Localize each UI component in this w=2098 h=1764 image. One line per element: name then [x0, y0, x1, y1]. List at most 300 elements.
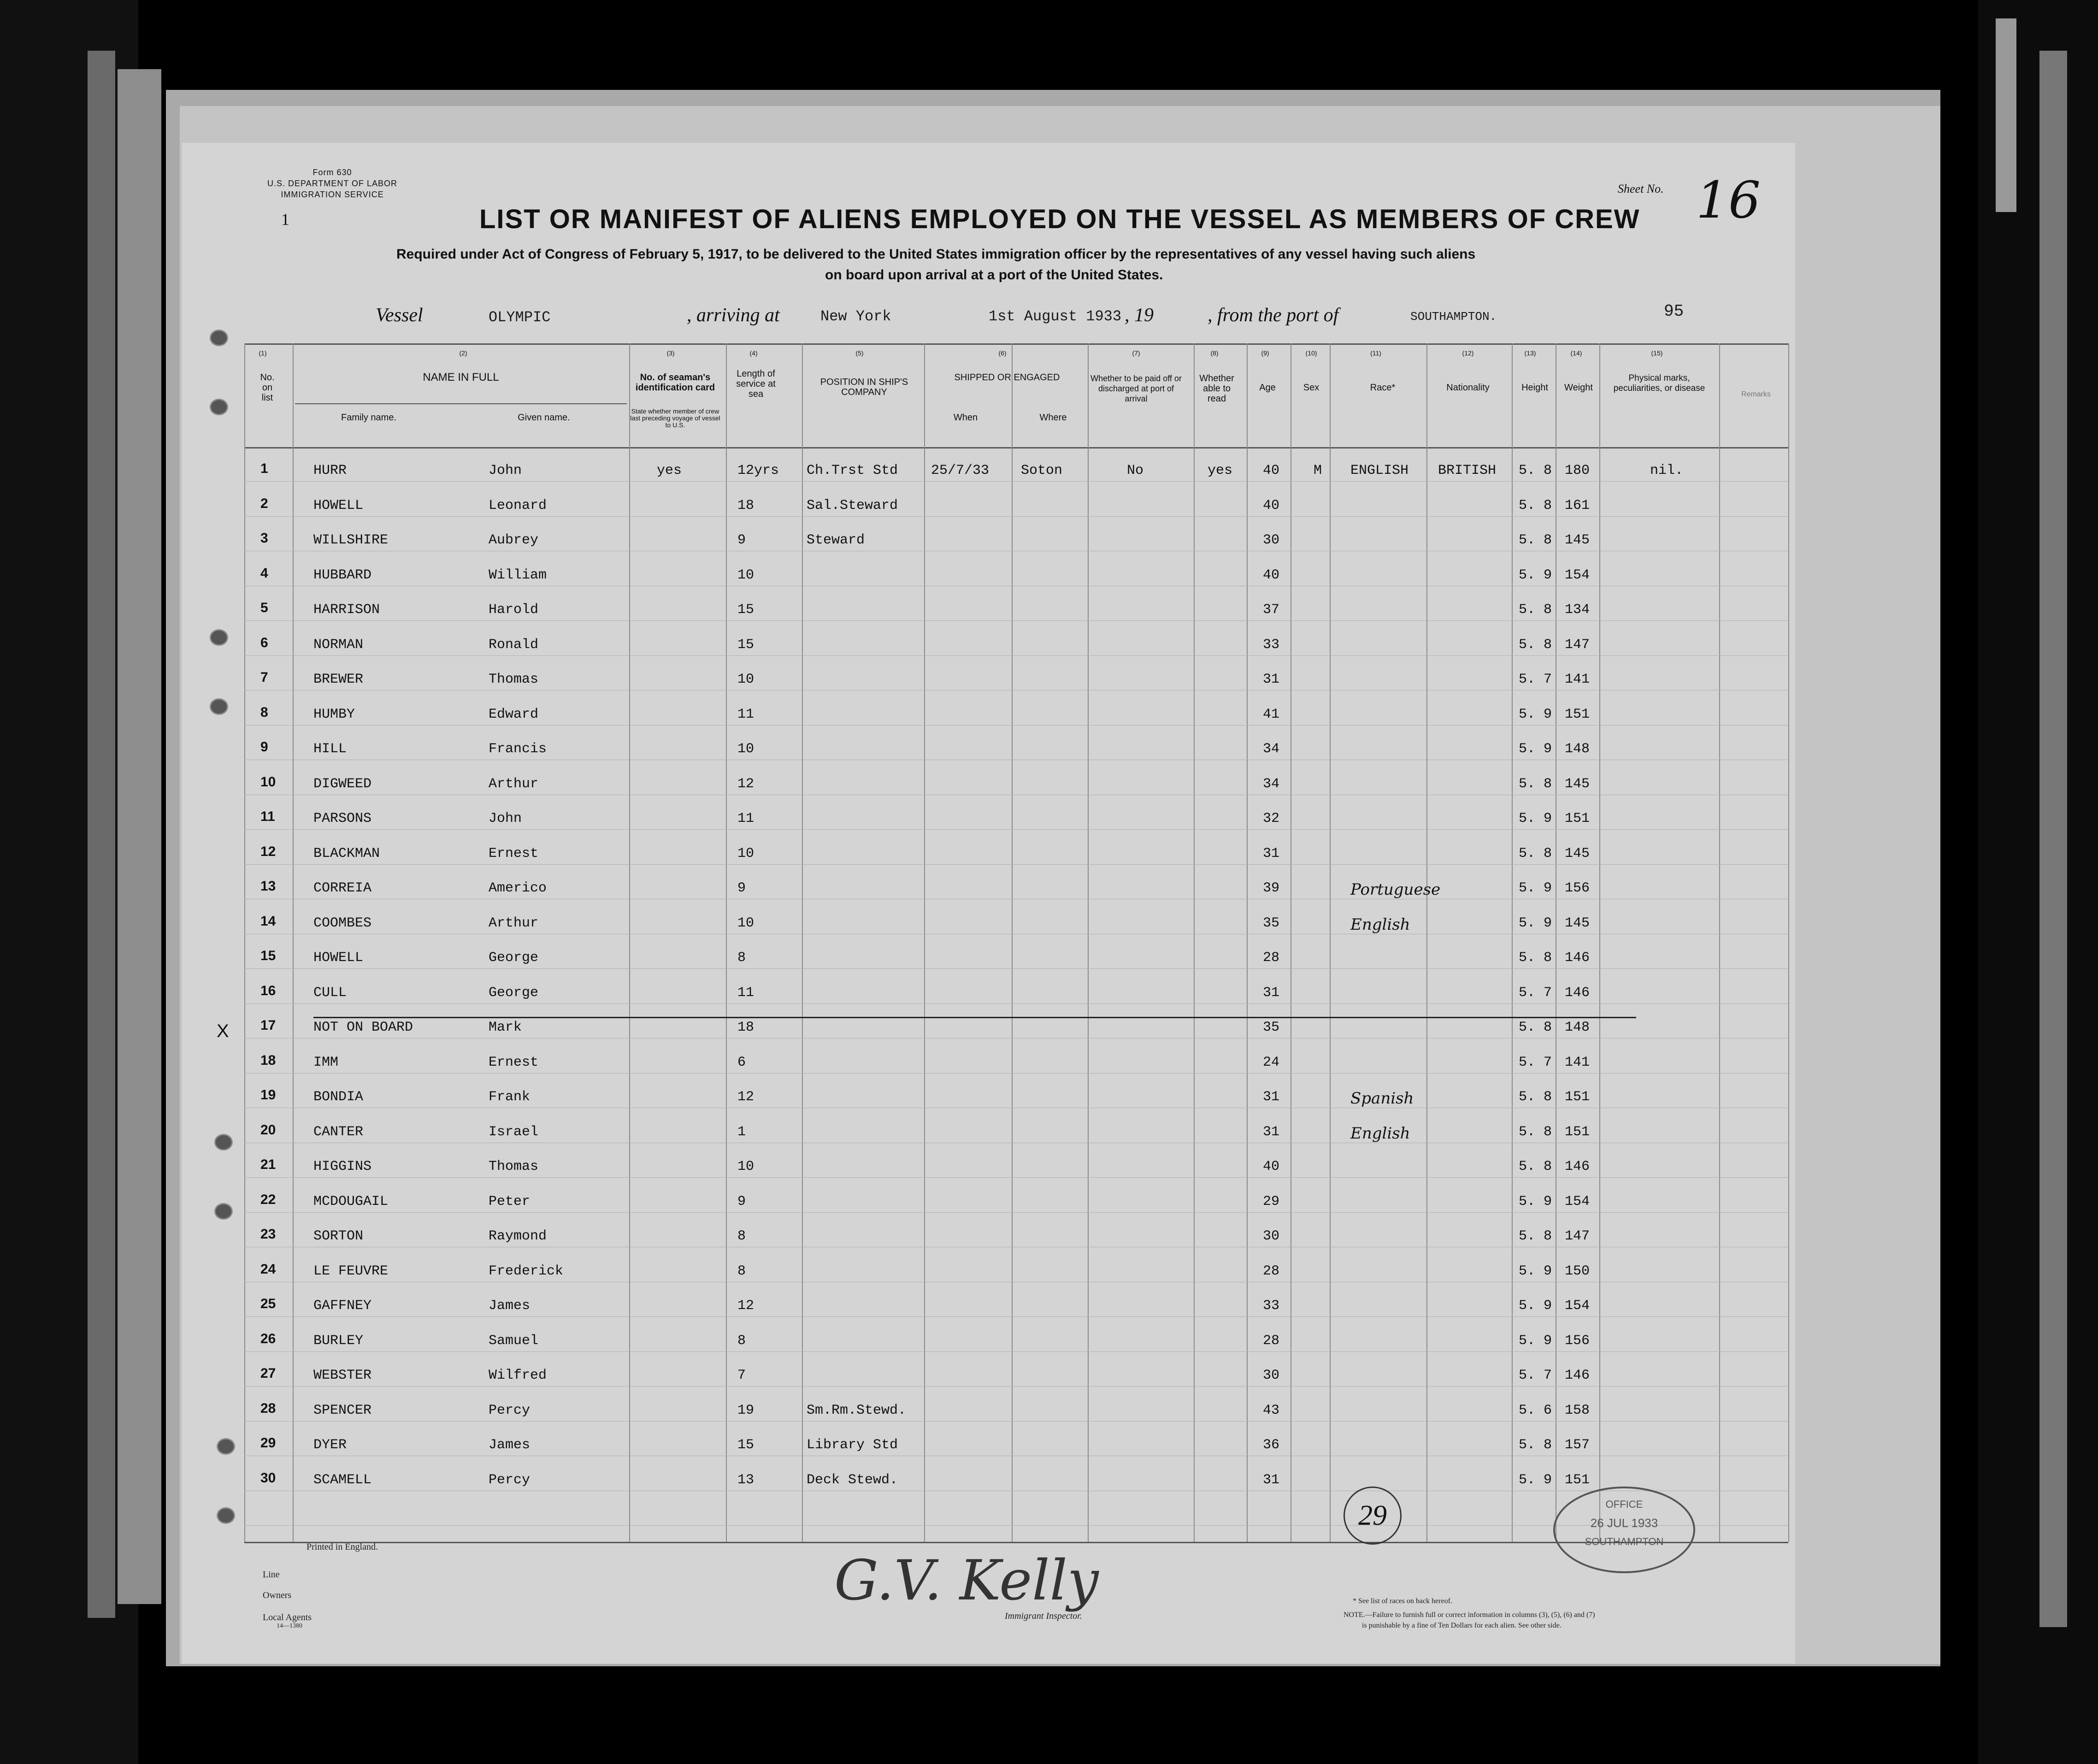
cell-weight: 145	[1565, 532, 1590, 548]
cell-service: 10	[737, 915, 754, 931]
agents-label: Local Agents	[263, 1612, 312, 1622]
column-rule	[1088, 343, 1089, 1542]
cell-family: BONDIA	[313, 1089, 364, 1105]
cell-sex: M	[1314, 463, 1322, 478]
row-rule	[244, 1421, 1788, 1422]
cell-family: HUBBARD	[313, 567, 372, 583]
cell-where: Soton	[1021, 463, 1063, 478]
cell-family: WILLSHIRE	[313, 532, 389, 548]
cell-height: 5. 8	[1519, 463, 1552, 478]
cell-age: 40	[1263, 1159, 1280, 1174]
cell-position: Steward	[807, 532, 865, 548]
remarks-header: Remarks	[1741, 390, 1771, 398]
row-number: 7	[260, 670, 268, 685]
column-rule	[293, 343, 294, 1542]
count-circle: 29	[1344, 1487, 1402, 1545]
cell-age: 40	[1263, 497, 1280, 513]
column-number: (8)	[1210, 349, 1219, 357]
when-header: When	[953, 413, 978, 423]
cell-family: LE FEUVRE	[313, 1263, 389, 1279]
cell-weight: 156	[1565, 880, 1590, 896]
column-rule	[802, 343, 803, 1542]
cell-race: Spanish	[1350, 1089, 1414, 1108]
row-number: 16	[260, 983, 276, 998]
column-rule	[1247, 343, 1248, 1542]
cell-service: 9	[737, 532, 746, 548]
cell-height: 5. 9	[1519, 706, 1552, 722]
column-rule	[1012, 343, 1013, 1542]
cell-weight: 145	[1565, 915, 1590, 931]
cell-family: HOWELL	[313, 950, 364, 966]
row-number: 23	[260, 1227, 276, 1242]
cell-age: 31	[1263, 1472, 1280, 1488]
row-number: 1	[260, 461, 268, 476]
cell-given: Israel	[489, 1124, 539, 1140]
cell-race: English	[1350, 1124, 1410, 1143]
cell-position: Ch.Trst Std	[807, 463, 898, 478]
cell-height: 5. 8	[1519, 1228, 1552, 1244]
arriving-label: , arriving at	[687, 305, 780, 326]
cell-family: BURLEY	[313, 1333, 364, 1349]
cell-family: NORMAN	[313, 637, 364, 653]
row-number: 21	[260, 1157, 276, 1172]
cell-service: 8	[737, 950, 746, 966]
cell-family: MCDOUGAIL	[313, 1193, 389, 1209]
cell-age: 30	[1263, 1228, 1280, 1244]
cell-given: Harold	[489, 602, 539, 618]
page-title: LIST OR MANIFEST OF ALIENS EMPLOYED ON THE VESSEL AS MEMBERS OF CREW	[479, 204, 1640, 234]
cell-height: 5. 6	[1519, 1402, 1552, 1418]
cell-given: Americo	[489, 880, 547, 896]
cell-weight: 146	[1565, 985, 1590, 1001]
cell-age: 33	[1263, 637, 1280, 653]
cell-height: 5. 8	[1519, 497, 1552, 513]
vessel-label: Vessel	[376, 305, 423, 326]
cell-given: James	[489, 1437, 530, 1453]
cell-given: John	[489, 463, 522, 478]
column-rule	[1194, 343, 1195, 1542]
row-number: 30	[260, 1470, 276, 1486]
column-number: (7)	[1132, 349, 1140, 357]
cell-weight: 158	[1565, 1402, 1590, 1418]
column-rule	[1719, 343, 1720, 1542]
row-number: 2	[260, 496, 268, 511]
row-number: 15	[260, 948, 276, 963]
cell-height: 5. 7	[1519, 985, 1552, 1001]
cell-family: HARRISON	[313, 602, 380, 618]
row-number: 3	[260, 531, 268, 546]
row-number: 17	[260, 1018, 276, 1033]
punch-hole	[217, 1438, 235, 1455]
cell-height: 5. 8	[1519, 1020, 1552, 1035]
page-edge	[2039, 51, 2067, 1627]
cell-family: COOMBES	[313, 915, 372, 931]
cell-service: 8	[737, 1333, 746, 1349]
sex-header: Sex	[1303, 383, 1320, 393]
cell-physical: nil.	[1650, 463, 1684, 478]
cell-given: Percy	[489, 1402, 530, 1418]
cell-weight: 148	[1565, 1020, 1590, 1035]
cell-height: 5. 9	[1519, 1298, 1552, 1314]
cell-height: 5. 8	[1519, 845, 1552, 861]
owners-label: Owners	[263, 1590, 292, 1600]
cell-age: 40	[1263, 567, 1280, 583]
stamp-line-3: SOUTHAMPTON	[1585, 1536, 1664, 1547]
cell-age: 34	[1263, 741, 1280, 757]
cell-height: 5. 8	[1519, 602, 1552, 618]
cell-weight: 157	[1565, 1437, 1590, 1453]
cell-given: Samuel	[489, 1333, 539, 1349]
column-rule	[1512, 343, 1513, 1542]
cell-weight: 151	[1565, 1472, 1590, 1488]
page-reference: 95	[1664, 302, 1684, 321]
row-number: 18	[260, 1052, 276, 1068]
cell-given: Ronald	[489, 637, 539, 653]
cell-height: 5. 9	[1519, 1193, 1552, 1209]
punch-hole	[210, 629, 228, 646]
column-number: (14)	[1570, 349, 1582, 357]
cell-family: HIGGINS	[313, 1159, 372, 1174]
cell-weight: 151	[1565, 811, 1590, 826]
col-no-header: No. on list	[260, 372, 275, 403]
able-read-header: Whether able to read	[1199, 373, 1234, 404]
cell-service: 15	[737, 1437, 754, 1453]
cell-weight: 161	[1565, 497, 1590, 513]
inspector-label: Immigrant Inspector.	[1005, 1611, 1082, 1621]
cell-position: Sm.Rm.Stewd.	[807, 1402, 907, 1418]
cell-height: 5. 9	[1519, 880, 1552, 896]
cell-height: 5. 8	[1519, 1124, 1552, 1140]
row-number: 29	[260, 1435, 276, 1451]
cell-position: Library Std	[807, 1437, 898, 1453]
cell-family: SCAMELL	[313, 1472, 372, 1488]
column-number: (12)	[1462, 349, 1474, 357]
cell-age: 28	[1263, 950, 1280, 966]
cell-weight: 154	[1565, 1193, 1590, 1209]
cell-weight: 148	[1565, 741, 1590, 757]
column-number: (10)	[1305, 349, 1317, 357]
cell-weight: 180	[1565, 463, 1590, 478]
cell-family: BLACKMAN	[313, 845, 380, 861]
row-rule	[244, 620, 1788, 621]
cell-service: 10	[737, 567, 754, 583]
cell-age: 31	[1263, 1124, 1280, 1140]
cell-weight: 134	[1565, 602, 1590, 618]
row-number: 25	[260, 1296, 276, 1311]
cell-service: 11	[737, 706, 754, 722]
cell-height: 5. 9	[1519, 811, 1552, 826]
cell-height: 5. 8	[1519, 1089, 1552, 1105]
row-rule	[244, 1177, 1788, 1178]
cell-given: Francis	[489, 741, 547, 757]
row-number: 5	[260, 600, 268, 615]
cell-height: 5. 8	[1519, 1437, 1552, 1453]
row-number: 13	[260, 879, 276, 894]
cell-age: 31	[1263, 1089, 1280, 1105]
cell-family: SORTON	[313, 1228, 364, 1244]
column-rule	[924, 343, 925, 1542]
punch-hole	[210, 698, 228, 715]
fine-note: NOTE.—Failure to furnish full or correct information in columns (3), (5), (6) and (7)	[1344, 1611, 1595, 1619]
cell-family: GAFFNEY	[313, 1298, 372, 1314]
cell-service: 12yrs	[737, 463, 779, 478]
seaman-note: State whether member of crew last preceding voyage of vessel to U.S.	[630, 407, 720, 429]
year-label: , 19	[1125, 305, 1154, 326]
cell-age: 30	[1263, 532, 1280, 548]
cell-service: 15	[737, 602, 754, 618]
column-rule	[1788, 343, 1789, 1542]
cell-weight: 141	[1565, 1054, 1590, 1070]
seaman-card-header: No. of seaman's identification card	[635, 372, 715, 393]
cell-age: 35	[1263, 1020, 1280, 1035]
office-stamp	[1553, 1487, 1695, 1573]
cell-service: 12	[737, 1298, 754, 1314]
cell-given: Arthur	[489, 776, 539, 792]
cell-weight: 147	[1565, 637, 1590, 653]
row-rule	[244, 481, 1788, 482]
row-number: 19	[260, 1087, 276, 1103]
cell-age: 34	[1263, 776, 1280, 792]
cell-given: William	[489, 567, 547, 583]
cell-given: Percy	[489, 1472, 530, 1488]
inspector-signature: G.V. Kelly	[834, 1549, 1099, 1613]
cell-age: 40	[1263, 463, 1280, 478]
cell-height: 5. 7	[1519, 1054, 1552, 1070]
row-number: 27	[260, 1366, 276, 1381]
cell-service: 1	[737, 1124, 746, 1140]
cell-service: 10	[737, 845, 754, 861]
row-rule	[244, 516, 1788, 517]
sheet-label: Sheet No.	[1618, 182, 1664, 195]
cell-family: CULL	[313, 985, 347, 1001]
cell-age: 43	[1263, 1402, 1280, 1418]
name-header: NAME IN FULL	[423, 371, 499, 383]
page-edge	[88, 51, 115, 1618]
fine-note-2: is punishable by a fine of Ten Dollars for each alien. See other side.	[1362, 1622, 1562, 1629]
cell-given: George	[489, 950, 539, 966]
cell-service: 13	[737, 1472, 754, 1488]
cell-service: 19	[737, 1402, 754, 1418]
line-label: Line	[263, 1569, 280, 1580]
cell-weight: 154	[1565, 1298, 1590, 1314]
cell-weight: 156	[1565, 1333, 1590, 1349]
cell-given: Frederick	[489, 1263, 564, 1279]
cell-family: WEBSTER	[313, 1368, 372, 1383]
cell-weight: 147	[1565, 1228, 1590, 1244]
cell-height: 5. 7	[1519, 1368, 1552, 1383]
family-name-header: Family name.	[341, 413, 397, 423]
cell-given: James	[489, 1298, 530, 1314]
cell-paid: No	[1127, 463, 1144, 478]
cell-family: CORREIA	[313, 880, 372, 896]
form-header	[267, 167, 397, 200]
cell-service: 18	[737, 497, 754, 513]
cell-given: Wilfred	[489, 1368, 547, 1383]
column-number: (2)	[459, 349, 467, 357]
row-rule	[244, 864, 1788, 865]
cell-height: 5. 9	[1519, 1263, 1552, 1279]
column-number: (5)	[855, 349, 864, 357]
cell-height: 5. 9	[1519, 1472, 1552, 1488]
row-rule	[244, 725, 1788, 726]
cell-age: 32	[1263, 811, 1280, 826]
row-rule	[244, 1351, 1788, 1352]
cell-age: 35	[1263, 915, 1280, 931]
row-number: 26	[260, 1331, 276, 1346]
cell-service: 18	[737, 1020, 754, 1035]
table-rule	[244, 447, 1788, 448]
cell-family: HUMBY	[313, 706, 355, 722]
cell-service: 11	[737, 985, 754, 1001]
cell-weight: 151	[1565, 1089, 1590, 1105]
cell-position: Sal.Steward	[807, 497, 898, 513]
cell-weight: 151	[1565, 1124, 1590, 1140]
cell-family: HOWELL	[313, 497, 364, 513]
table-rule	[244, 343, 1788, 345]
cell-height: 5. 8	[1519, 950, 1552, 966]
cell-weight: 145	[1565, 845, 1590, 861]
agents-code: 14—1380	[277, 1622, 302, 1629]
cell-service: 10	[737, 741, 754, 757]
punch-hole	[210, 330, 228, 346]
cell-family: HURR	[313, 463, 347, 478]
cell-family: DIGWEED	[313, 776, 372, 792]
row-number: 9	[260, 739, 268, 755]
cell-family: NOT ON BOARD	[313, 1020, 413, 1035]
cell-height: 5. 8	[1519, 532, 1552, 548]
row-number: 8	[260, 704, 268, 720]
race-header: Race*	[1370, 383, 1396, 393]
row-number: 24	[260, 1261, 276, 1277]
given-name-header: Given name.	[518, 413, 570, 423]
cell-given: Ernest	[489, 845, 539, 861]
cell-given: Frank	[489, 1089, 530, 1105]
cell-age: 31	[1263, 845, 1280, 861]
cell-family: IMM	[313, 1054, 339, 1070]
row-rule	[244, 655, 1788, 656]
cell-given: Thomas	[489, 672, 539, 687]
cell-given: Ernest	[489, 1054, 539, 1070]
cell-given: John	[489, 811, 522, 826]
cell-when: 25/7/33	[931, 463, 990, 478]
cell-card: yes	[657, 463, 682, 478]
cell-weight: 154	[1565, 567, 1590, 583]
cell-age: 39	[1263, 880, 1280, 896]
cell-service: 12	[737, 776, 754, 792]
cell-service: 9	[737, 880, 746, 896]
cell-weight: 151	[1565, 706, 1590, 722]
row-number: 6	[260, 635, 268, 650]
cell-weight: 146	[1565, 950, 1590, 966]
column-number: (3)	[666, 349, 675, 357]
cell-weight: 150	[1565, 1263, 1590, 1279]
vessel-name: OLYMPIC	[489, 309, 551, 326]
printed-note: Printed in England.	[306, 1542, 378, 1552]
cell-service: 10	[737, 672, 754, 687]
stamp-line-1: OFFICE	[1605, 1499, 1643, 1510]
physical-header: Physical marks, peculiarities, or disease	[1613, 373, 1705, 393]
punch-hole	[210, 399, 228, 415]
from-port: SOUTHAMPTON.	[1410, 310, 1497, 324]
cell-service: 8	[737, 1263, 746, 1279]
page-edge	[1996, 18, 2016, 212]
cell-race: ENGLISH	[1350, 463, 1409, 478]
cell-height: 5. 8	[1519, 637, 1552, 653]
height-header: Height	[1521, 383, 1548, 393]
column-number: (9)	[1261, 349, 1269, 357]
cell-weight: 141	[1565, 672, 1590, 687]
cell-service: 10	[737, 1159, 754, 1174]
row-rule	[244, 1003, 1788, 1004]
strikethrough-row-17	[313, 1017, 1636, 1018]
races-note: * See list of races on back hereof.	[1353, 1597, 1452, 1605]
cell-given: Mark	[489, 1020, 522, 1035]
form-number: Form 630	[312, 168, 352, 177]
paid-off-header: Whether to be paid off or discharged at port of arrival	[1090, 374, 1182, 403]
cell-given: Arthur	[489, 915, 539, 931]
cell-service: 7	[737, 1368, 746, 1383]
cell-age: 28	[1263, 1263, 1280, 1279]
row-rule	[244, 1073, 1788, 1074]
cell-given: Raymond	[489, 1228, 547, 1244]
binder-right	[1978, 0, 2098, 1764]
punch-hole	[214, 1203, 233, 1220]
row-number: 4	[260, 565, 268, 581]
cell-family: PARSONS	[313, 811, 372, 826]
where-header: Where	[1039, 413, 1067, 423]
cell-family: DYER	[313, 1437, 347, 1453]
row-rule	[244, 968, 1788, 969]
column-rule	[1426, 343, 1427, 1542]
age-header: Age	[1259, 383, 1276, 393]
cell-given: George	[489, 985, 539, 1001]
requirement-text-2: on board upon arrival at a port of the United States.	[825, 267, 1163, 283]
shipped-header: SHIPPED OR ENGAGED	[954, 372, 1060, 383]
cell-weight: 145	[1565, 776, 1590, 792]
row-number: 10	[260, 774, 276, 790]
requirement-text: Required under Act of Congress of February 5, 1917, to be delivered to the United States immigration officer by the representatives of any vessel having such aliens	[396, 247, 1476, 262]
cell-age: 31	[1263, 672, 1280, 687]
column-number: (1)	[259, 349, 267, 357]
cell-service: 15	[737, 637, 754, 653]
stamp-line-2: 26 JUL 1933	[1590, 1516, 1658, 1530]
row-number: 11	[260, 809, 275, 824]
column-number: (11)	[1370, 349, 1381, 357]
department: U.S. DEPARTMENT OF LABOR	[267, 179, 398, 188]
row-number: 12	[260, 844, 276, 859]
cell-given: Leonard	[489, 497, 547, 513]
nationality-header: Nationality	[1446, 383, 1490, 393]
cell-race: Portuguese	[1350, 880, 1441, 899]
cell-service: 8	[737, 1228, 746, 1244]
arrival-date: 1st August 1933	[989, 308, 1122, 325]
cell-age: 29	[1263, 1193, 1280, 1209]
row-number: 14	[260, 913, 276, 929]
row-number: 22	[260, 1192, 276, 1207]
cell-position: Deck Stewd.	[807, 1472, 898, 1488]
arriving-at: New York	[820, 308, 891, 325]
column-rule	[244, 343, 245, 1542]
cell-service: 12	[737, 1089, 754, 1105]
punch-hole	[214, 1134, 233, 1150]
cell-age: 31	[1263, 985, 1280, 1001]
page-edge	[118, 69, 161, 1604]
column-rule	[629, 343, 630, 1542]
cell-given: Peter	[489, 1193, 530, 1209]
position-header: POSITION IN SHIP'S COMPANY	[820, 377, 908, 397]
cell-height: 5. 9	[1519, 1333, 1552, 1349]
from-port-label: , from the port of	[1208, 305, 1339, 326]
